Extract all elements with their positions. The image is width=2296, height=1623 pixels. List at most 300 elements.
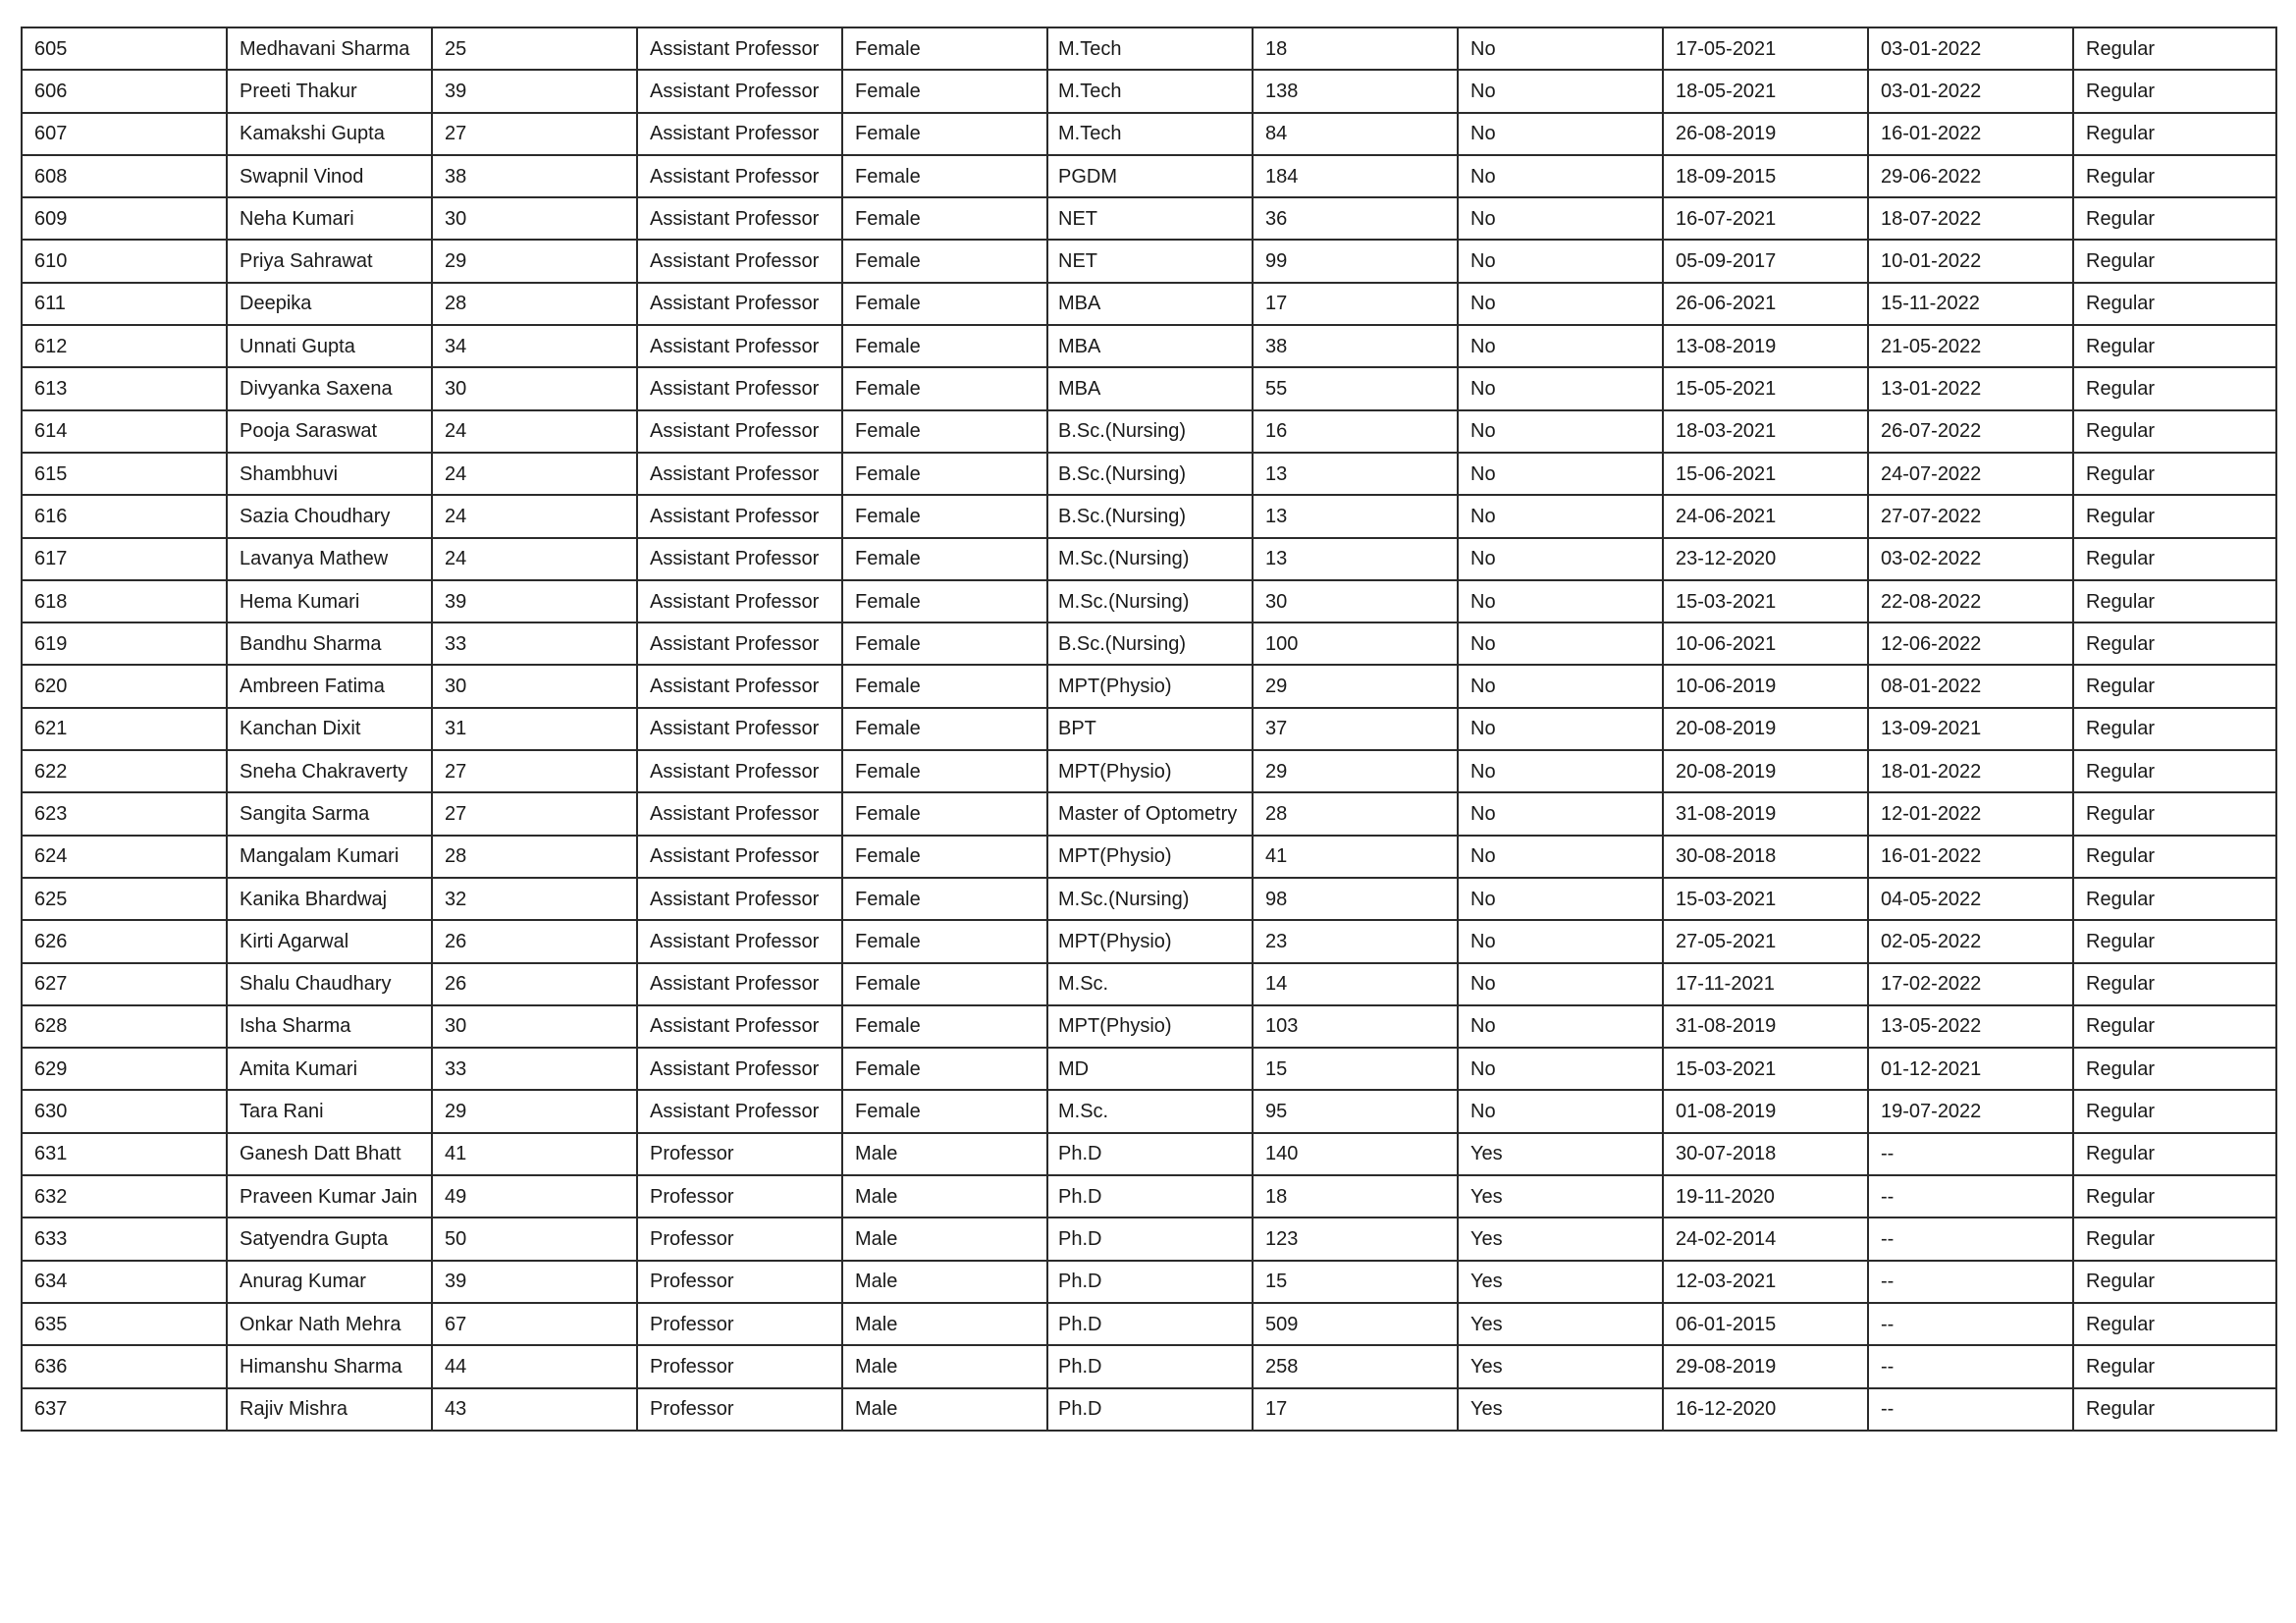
cell-experience: 103 — [1253, 1005, 1458, 1048]
cell-qualification: Ph.D — [1047, 1133, 1253, 1175]
cell-experience: 140 — [1253, 1133, 1458, 1175]
cell-qualification: Ph.D — [1047, 1261, 1253, 1303]
cell-date-leaving: 16-01-2022 — [1868, 113, 2073, 155]
cell-name: Lavanya Mathew — [227, 538, 432, 580]
cell-date-joining: 24-02-2014 — [1663, 1217, 1868, 1260]
cell-date-leaving: 18-01-2022 — [1868, 750, 2073, 792]
cell-serial-no: 618 — [22, 580, 227, 622]
cell-date-joining: 10-06-2021 — [1663, 622, 1868, 665]
table-row — [22, 495, 2276, 537]
cell-date-joining: 15-03-2021 — [1663, 878, 1868, 920]
cell-age: 26 — [432, 963, 637, 1005]
cell-age: 30 — [432, 1005, 637, 1048]
cell-nature: Regular — [2073, 240, 2276, 282]
cell-serial-no: 637 — [22, 1388, 227, 1431]
table-row — [22, 622, 2276, 665]
cell-nature: Regular — [2073, 963, 2276, 1005]
cell-age: 67 — [432, 1303, 637, 1345]
cell-designation: Assistant Professor — [637, 113, 842, 155]
cell-qualification: BPT — [1047, 708, 1253, 750]
cell-nature: Regular — [2073, 836, 2276, 878]
cell-date-joining: 16-12-2020 — [1663, 1388, 1868, 1431]
cell-qualification: M.Tech — [1047, 113, 1253, 155]
cell-name: Swapnil Vinod — [227, 155, 432, 197]
cell-age: 27 — [432, 750, 637, 792]
cell-name: Unnati Gupta — [227, 325, 432, 367]
cell-date-leaving: 01-12-2021 — [1868, 1048, 2073, 1090]
cell-gender: Female — [842, 1048, 1047, 1090]
table-row — [22, 367, 2276, 409]
cell-name: Bandhu Sharma — [227, 622, 432, 665]
cell-serial-no: 620 — [22, 665, 227, 707]
cell-gender: Female — [842, 963, 1047, 1005]
cell-name: Isha Sharma — [227, 1005, 432, 1048]
table-row — [22, 1175, 2276, 1217]
cell-date-joining: 05-09-2017 — [1663, 240, 1868, 282]
cell-phd-guide: No — [1458, 580, 1663, 622]
cell-serial-no: 614 — [22, 410, 227, 453]
cell-phd-guide: No — [1458, 70, 1663, 112]
cell-phd-guide: No — [1458, 113, 1663, 155]
cell-experience: 29 — [1253, 750, 1458, 792]
cell-designation: Assistant Professor — [637, 155, 842, 197]
cell-date-joining: 10-06-2019 — [1663, 665, 1868, 707]
cell-serial-no: 619 — [22, 622, 227, 665]
cell-gender: Female — [842, 920, 1047, 962]
cell-serial-no: 615 — [22, 453, 227, 495]
cell-name: Shambhuvi — [227, 453, 432, 495]
cell-phd-guide: No — [1458, 1090, 1663, 1132]
cell-date-leaving: 13-01-2022 — [1868, 367, 2073, 409]
cell-phd-guide: No — [1458, 622, 1663, 665]
cell-experience: 55 — [1253, 367, 1458, 409]
cell-age: 28 — [432, 283, 637, 325]
cell-nature: Regular — [2073, 453, 2276, 495]
cell-experience: 258 — [1253, 1345, 1458, 1387]
cell-phd-guide: No — [1458, 836, 1663, 878]
cell-date-joining: 20-08-2019 — [1663, 750, 1868, 792]
cell-qualification: Master of Optometry — [1047, 792, 1253, 835]
table-row — [22, 750, 2276, 792]
cell-qualification: B.Sc.(Nursing) — [1047, 453, 1253, 495]
cell-name: Sazia Choudhary — [227, 495, 432, 537]
cell-gender: Female — [842, 70, 1047, 112]
cell-serial-no: 627 — [22, 963, 227, 1005]
cell-date-joining: 17-05-2021 — [1663, 27, 1868, 70]
cell-age: 34 — [432, 325, 637, 367]
cell-nature: Regular — [2073, 367, 2276, 409]
cell-qualification: M.Sc.(Nursing) — [1047, 878, 1253, 920]
cell-serial-no: 626 — [22, 920, 227, 962]
table-row — [22, 920, 2276, 962]
cell-nature: Regular — [2073, 538, 2276, 580]
cell-date-joining: 18-05-2021 — [1663, 70, 1868, 112]
cell-gender: Female — [842, 283, 1047, 325]
table-row — [22, 878, 2276, 920]
cell-date-leaving: -- — [1868, 1345, 2073, 1387]
cell-name: Kanika Bhardwaj — [227, 878, 432, 920]
cell-date-joining: 01-08-2019 — [1663, 1090, 1868, 1132]
cell-qualification: MPT(Physio) — [1047, 750, 1253, 792]
cell-date-joining: 27-05-2021 — [1663, 920, 1868, 962]
cell-designation: Assistant Professor — [637, 792, 842, 835]
cell-age: 39 — [432, 1261, 637, 1303]
cell-designation: Assistant Professor — [637, 1048, 842, 1090]
cell-gender: Female — [842, 27, 1047, 70]
cell-age: 24 — [432, 410, 637, 453]
cell-date-joining: 19-11-2020 — [1663, 1175, 1868, 1217]
cell-phd-guide: No — [1458, 283, 1663, 325]
cell-gender: Female — [842, 495, 1047, 537]
cell-experience: 16 — [1253, 410, 1458, 453]
table-row — [22, 283, 2276, 325]
cell-experience: 28 — [1253, 792, 1458, 835]
cell-experience: 100 — [1253, 622, 1458, 665]
cell-nature: Regular — [2073, 1175, 2276, 1217]
cell-date-leaving: 13-05-2022 — [1868, 1005, 2073, 1048]
cell-gender: Female — [842, 367, 1047, 409]
cell-nature: Regular — [2073, 708, 2276, 750]
cell-date-leaving: 04-05-2022 — [1868, 878, 2073, 920]
cell-qualification: M.Sc.(Nursing) — [1047, 580, 1253, 622]
cell-experience: 14 — [1253, 963, 1458, 1005]
cell-nature: Regular — [2073, 1345, 2276, 1387]
table-row — [22, 1048, 2276, 1090]
cell-designation: Assistant Professor — [637, 836, 842, 878]
cell-designation: Assistant Professor — [637, 580, 842, 622]
cell-name: Neha Kumari — [227, 197, 432, 240]
cell-gender: Female — [842, 1005, 1047, 1048]
cell-age: 29 — [432, 240, 637, 282]
cell-date-leaving: 10-01-2022 — [1868, 240, 2073, 282]
cell-age: 24 — [432, 538, 637, 580]
cell-gender: Female — [842, 836, 1047, 878]
cell-designation: Assistant Professor — [637, 197, 842, 240]
table-row — [22, 1345, 2276, 1387]
cell-qualification: B.Sc.(Nursing) — [1047, 495, 1253, 537]
cell-designation: Assistant Professor — [637, 750, 842, 792]
cell-designation: Assistant Professor — [637, 963, 842, 1005]
cell-date-joining: 30-08-2018 — [1663, 836, 1868, 878]
cell-gender: Female — [842, 665, 1047, 707]
cell-name: Praveen Kumar Jain — [227, 1175, 432, 1217]
cell-age: 24 — [432, 495, 637, 537]
cell-nature: Regular — [2073, 70, 2276, 112]
cell-age: 50 — [432, 1217, 637, 1260]
cell-serial-no: 610 — [22, 240, 227, 282]
cell-age: 38 — [432, 155, 637, 197]
table-row — [22, 1090, 2276, 1132]
cell-name: Onkar Nath Mehra — [227, 1303, 432, 1345]
cell-qualification: Ph.D — [1047, 1388, 1253, 1431]
cell-phd-guide: No — [1458, 197, 1663, 240]
cell-serial-no: 609 — [22, 197, 227, 240]
cell-serial-no: 605 — [22, 27, 227, 70]
cell-nature: Regular — [2073, 665, 2276, 707]
cell-nature: Regular — [2073, 1388, 2276, 1431]
cell-name: Amita Kumari — [227, 1048, 432, 1090]
cell-date-leaving: 03-01-2022 — [1868, 70, 2073, 112]
cell-gender: Female — [842, 622, 1047, 665]
cell-date-leaving: 02-05-2022 — [1868, 920, 2073, 962]
cell-phd-guide: No — [1458, 367, 1663, 409]
table-row — [22, 155, 2276, 197]
cell-age: 41 — [432, 1133, 637, 1175]
cell-date-joining: 29-08-2019 — [1663, 1345, 1868, 1387]
cell-qualification: Ph.D — [1047, 1345, 1253, 1387]
cell-qualification: MPT(Physio) — [1047, 920, 1253, 962]
cell-date-joining: 23-12-2020 — [1663, 538, 1868, 580]
cell-date-leaving: 22-08-2022 — [1868, 580, 2073, 622]
cell-phd-guide: No — [1458, 410, 1663, 453]
table-row — [22, 1133, 2276, 1175]
cell-age: 26 — [432, 920, 637, 962]
cell-date-leaving: 13-09-2021 — [1868, 708, 2073, 750]
cell-designation: Assistant Professor — [637, 240, 842, 282]
cell-experience: 95 — [1253, 1090, 1458, 1132]
cell-gender: Female — [842, 410, 1047, 453]
cell-phd-guide: Yes — [1458, 1175, 1663, 1217]
cell-age: 29 — [432, 1090, 637, 1132]
cell-qualification: M.Sc.(Nursing) — [1047, 538, 1253, 580]
cell-designation: Assistant Professor — [637, 70, 842, 112]
cell-age: 24 — [432, 453, 637, 495]
cell-date-leaving: 27-07-2022 — [1868, 495, 2073, 537]
cell-age: 49 — [432, 1175, 637, 1217]
cell-gender: Female — [842, 750, 1047, 792]
cell-designation: Assistant Professor — [637, 410, 842, 453]
cell-experience: 15 — [1253, 1261, 1458, 1303]
cell-age: 30 — [432, 197, 637, 240]
cell-qualification: MPT(Physio) — [1047, 665, 1253, 707]
faculty-table — [21, 27, 2277, 1432]
cell-experience: 84 — [1253, 113, 1458, 155]
cell-name: Ganesh Datt Bhatt — [227, 1133, 432, 1175]
cell-date-leaving: 08-01-2022 — [1868, 665, 2073, 707]
cell-qualification: MBA — [1047, 325, 1253, 367]
cell-designation: Assistant Professor — [637, 367, 842, 409]
cell-experience: 41 — [1253, 836, 1458, 878]
cell-age: 25 — [432, 27, 637, 70]
cell-serial-no: 636 — [22, 1345, 227, 1387]
cell-qualification: M.Sc. — [1047, 1090, 1253, 1132]
cell-serial-no: 623 — [22, 792, 227, 835]
cell-designation: Assistant Professor — [637, 495, 842, 537]
cell-nature: Regular — [2073, 1303, 2276, 1345]
cell-qualification: MD — [1047, 1048, 1253, 1090]
cell-phd-guide: No — [1458, 792, 1663, 835]
cell-nature: Regular — [2073, 495, 2276, 537]
cell-name: Sangita Sarma — [227, 792, 432, 835]
cell-age: 43 — [432, 1388, 637, 1431]
cell-date-leaving: 15-11-2022 — [1868, 283, 2073, 325]
cell-age: 33 — [432, 1048, 637, 1090]
table-row — [22, 70, 2276, 112]
cell-name: Medhavani Sharma — [227, 27, 432, 70]
cell-designation: Assistant Professor — [637, 1005, 842, 1048]
cell-name: Himanshu Sharma — [227, 1345, 432, 1387]
cell-designation: Professor — [637, 1133, 842, 1175]
cell-serial-no: 632 — [22, 1175, 227, 1217]
cell-qualification: MPT(Physio) — [1047, 836, 1253, 878]
cell-designation: Assistant Professor — [637, 453, 842, 495]
cell-serial-no: 624 — [22, 836, 227, 878]
cell-name: Pooja Saraswat — [227, 410, 432, 453]
cell-date-leaving: 03-01-2022 — [1868, 27, 2073, 70]
cell-gender: Male — [842, 1217, 1047, 1260]
table-row — [22, 325, 2276, 367]
cell-date-leaving: 12-06-2022 — [1868, 622, 2073, 665]
cell-serial-no: 617 — [22, 538, 227, 580]
cell-designation: Assistant Professor — [637, 622, 842, 665]
cell-designation: Assistant Professor — [637, 325, 842, 367]
cell-date-joining: 15-06-2021 — [1663, 453, 1868, 495]
cell-experience: 30 — [1253, 580, 1458, 622]
cell-designation: Assistant Professor — [637, 920, 842, 962]
cell-date-leaving: 17-02-2022 — [1868, 963, 2073, 1005]
cell-date-joining: 31-08-2019 — [1663, 1005, 1868, 1048]
cell-phd-guide: No — [1458, 240, 1663, 282]
table-row — [22, 453, 2276, 495]
cell-name: Priya Sahrawat — [227, 240, 432, 282]
cell-age: 27 — [432, 792, 637, 835]
table-row — [22, 836, 2276, 878]
cell-date-joining: 15-03-2021 — [1663, 580, 1868, 622]
cell-name: Sneha Chakraverty — [227, 750, 432, 792]
cell-phd-guide: No — [1458, 920, 1663, 962]
cell-experience: 37 — [1253, 708, 1458, 750]
cell-name: Tara Rani — [227, 1090, 432, 1132]
cell-designation: Assistant Professor — [637, 665, 842, 707]
cell-date-leaving: -- — [1868, 1388, 2073, 1431]
cell-date-joining: 13-08-2019 — [1663, 325, 1868, 367]
cell-qualification: MPT(Physio) — [1047, 1005, 1253, 1048]
cell-phd-guide: Yes — [1458, 1217, 1663, 1260]
cell-serial-no: 616 — [22, 495, 227, 537]
cell-name: Kanchan Dixit — [227, 708, 432, 750]
table-row — [22, 963, 2276, 1005]
cell-experience: 138 — [1253, 70, 1458, 112]
cell-date-leaving: 26-07-2022 — [1868, 410, 2073, 453]
cell-phd-guide: No — [1458, 538, 1663, 580]
cell-gender: Female — [842, 1090, 1047, 1132]
cell-name: Divyanka Saxena — [227, 367, 432, 409]
cell-age: 44 — [432, 1345, 637, 1387]
cell-date-joining: 15-05-2021 — [1663, 367, 1868, 409]
cell-designation: Professor — [637, 1175, 842, 1217]
cell-experience: 29 — [1253, 665, 1458, 707]
cell-serial-no: 611 — [22, 283, 227, 325]
cell-age: 27 — [432, 113, 637, 155]
cell-experience: 13 — [1253, 538, 1458, 580]
cell-nature: Regular — [2073, 410, 2276, 453]
table-row — [22, 1303, 2276, 1345]
cell-date-joining: 18-09-2015 — [1663, 155, 1868, 197]
cell-phd-guide: Yes — [1458, 1261, 1663, 1303]
cell-date-leaving: 19-07-2022 — [1868, 1090, 2073, 1132]
cell-age: 30 — [432, 665, 637, 707]
cell-designation: Professor — [637, 1388, 842, 1431]
cell-experience: 18 — [1253, 1175, 1458, 1217]
cell-name: Preeti Thakur — [227, 70, 432, 112]
table-row — [22, 1388, 2276, 1431]
cell-gender: Female — [842, 708, 1047, 750]
cell-qualification: MBA — [1047, 367, 1253, 409]
table-row — [22, 665, 2276, 707]
cell-age: 31 — [432, 708, 637, 750]
cell-gender: Female — [842, 878, 1047, 920]
cell-age: 39 — [432, 580, 637, 622]
table-body — [22, 27, 2276, 1431]
cell-name: Kamakshi Gupta — [227, 113, 432, 155]
table-row — [22, 1217, 2276, 1260]
cell-nature: Regular — [2073, 1133, 2276, 1175]
cell-nature: Regular — [2073, 1217, 2276, 1260]
cell-phd-guide: No — [1458, 325, 1663, 367]
cell-serial-no: 608 — [22, 155, 227, 197]
cell-date-leaving: 24-07-2022 — [1868, 453, 2073, 495]
cell-gender: Female — [842, 538, 1047, 580]
cell-name: Ambreen Fatima — [227, 665, 432, 707]
cell-age: 28 — [432, 836, 637, 878]
cell-date-joining: 12-03-2021 — [1663, 1261, 1868, 1303]
table-row — [22, 792, 2276, 835]
cell-phd-guide: No — [1458, 1005, 1663, 1048]
cell-nature: Regular — [2073, 792, 2276, 835]
cell-name: Anurag Kumar — [227, 1261, 432, 1303]
cell-nature: Regular — [2073, 622, 2276, 665]
cell-designation: Professor — [637, 1303, 842, 1345]
cell-qualification: B.Sc.(Nursing) — [1047, 622, 1253, 665]
cell-gender: Female — [842, 792, 1047, 835]
cell-date-joining: 17-11-2021 — [1663, 963, 1868, 1005]
cell-nature: Regular — [2073, 283, 2276, 325]
cell-serial-no: 606 — [22, 70, 227, 112]
cell-phd-guide: Yes — [1458, 1388, 1663, 1431]
cell-nature: Regular — [2073, 325, 2276, 367]
cell-date-joining: 18-03-2021 — [1663, 410, 1868, 453]
cell-experience: 99 — [1253, 240, 1458, 282]
cell-date-joining: 24-06-2021 — [1663, 495, 1868, 537]
cell-name: Deepika — [227, 283, 432, 325]
cell-nature: Regular — [2073, 113, 2276, 155]
cell-gender: Male — [842, 1388, 1047, 1431]
cell-designation: Assistant Professor — [637, 538, 842, 580]
cell-serial-no: 622 — [22, 750, 227, 792]
cell-gender: Female — [842, 453, 1047, 495]
cell-designation: Assistant Professor — [637, 283, 842, 325]
cell-gender: Female — [842, 197, 1047, 240]
cell-name: Kirti Agarwal — [227, 920, 432, 962]
table-row — [22, 240, 2276, 282]
cell-date-leaving: -- — [1868, 1261, 2073, 1303]
cell-experience: 509 — [1253, 1303, 1458, 1345]
cell-date-leaving: -- — [1868, 1303, 2073, 1345]
cell-date-leaving: 18-07-2022 — [1868, 197, 2073, 240]
cell-gender: Female — [842, 325, 1047, 367]
cell-experience: 23 — [1253, 920, 1458, 962]
cell-serial-no: 634 — [22, 1261, 227, 1303]
cell-nature: Regular — [2073, 197, 2276, 240]
cell-date-joining: 31-08-2019 — [1663, 792, 1868, 835]
cell-serial-no: 612 — [22, 325, 227, 367]
cell-designation: Assistant Professor — [637, 708, 842, 750]
cell-gender: Male — [842, 1261, 1047, 1303]
cell-experience: 13 — [1253, 495, 1458, 537]
cell-gender: Male — [842, 1133, 1047, 1175]
cell-date-joining: 26-08-2019 — [1663, 113, 1868, 155]
cell-date-leaving: -- — [1868, 1133, 2073, 1175]
